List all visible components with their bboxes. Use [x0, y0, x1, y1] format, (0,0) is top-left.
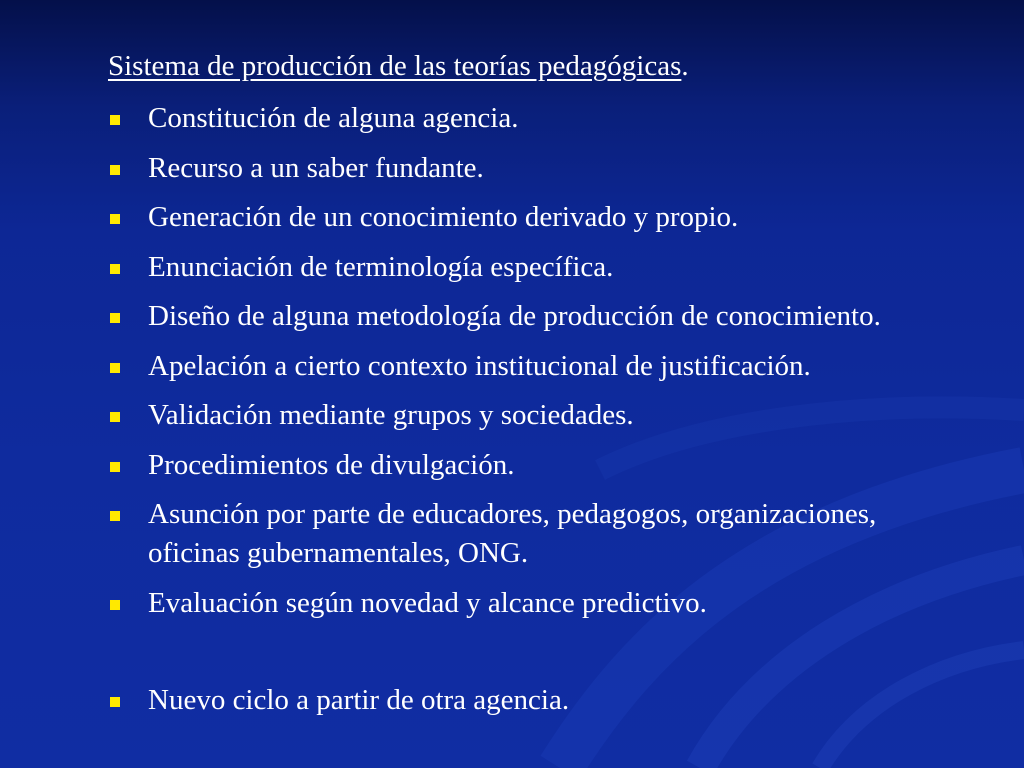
bullet-text: Generación de un conocimiento derivado y propio. — [148, 201, 739, 233]
bullet-text: Apelación a cierto contexto institucional de justificación. — [148, 350, 811, 382]
bullet-text: Validación mediante grupos y sociedades. — [148, 399, 634, 431]
bullet-text-continuation: oficinas gubernamentales, ONG. — [148, 537, 529, 569]
yellow-square-bullet-icon — [110, 462, 120, 472]
bullet-text: Recurso a un saber fundante. — [148, 152, 484, 184]
yellow-square-bullet-icon — [110, 313, 120, 323]
bullet-text: Evaluación según novedad y alcance predictivo. — [148, 587, 707, 619]
yellow-square-bullet-icon — [110, 264, 120, 274]
yellow-square-bullet-icon — [110, 214, 120, 224]
yellow-square-bullet-icon — [110, 697, 120, 707]
bullet-text: Nuevo ciclo a partir de otra agencia. — [148, 684, 570, 716]
yellow-square-bullet-icon — [110, 165, 120, 175]
slide-title-text: Sistema de producción de las teorías pedagógicas — [108, 50, 682, 82]
bullet-text: Diseño de alguna metodología de producción de conocimiento. — [148, 300, 881, 332]
yellow-square-bullet-icon — [110, 363, 120, 373]
bullet-text: Constitución de alguna agencia. — [148, 102, 519, 134]
yellow-square-bullet-icon — [110, 115, 120, 125]
yellow-square-bullet-icon — [110, 600, 120, 610]
yellow-square-bullet-icon — [110, 412, 120, 422]
yellow-square-bullet-icon — [110, 511, 120, 521]
slide-title — [108, 48, 689, 84]
bullet-text: Enunciación de terminología específica. — [148, 251, 614, 283]
bullet-text: Procedimientos de divulgación. — [148, 449, 515, 481]
slide-title-period: . — [681, 50, 689, 82]
bullet-text: Asunción por parte de educadores, pedagogos, organizaciones, — [148, 498, 877, 530]
